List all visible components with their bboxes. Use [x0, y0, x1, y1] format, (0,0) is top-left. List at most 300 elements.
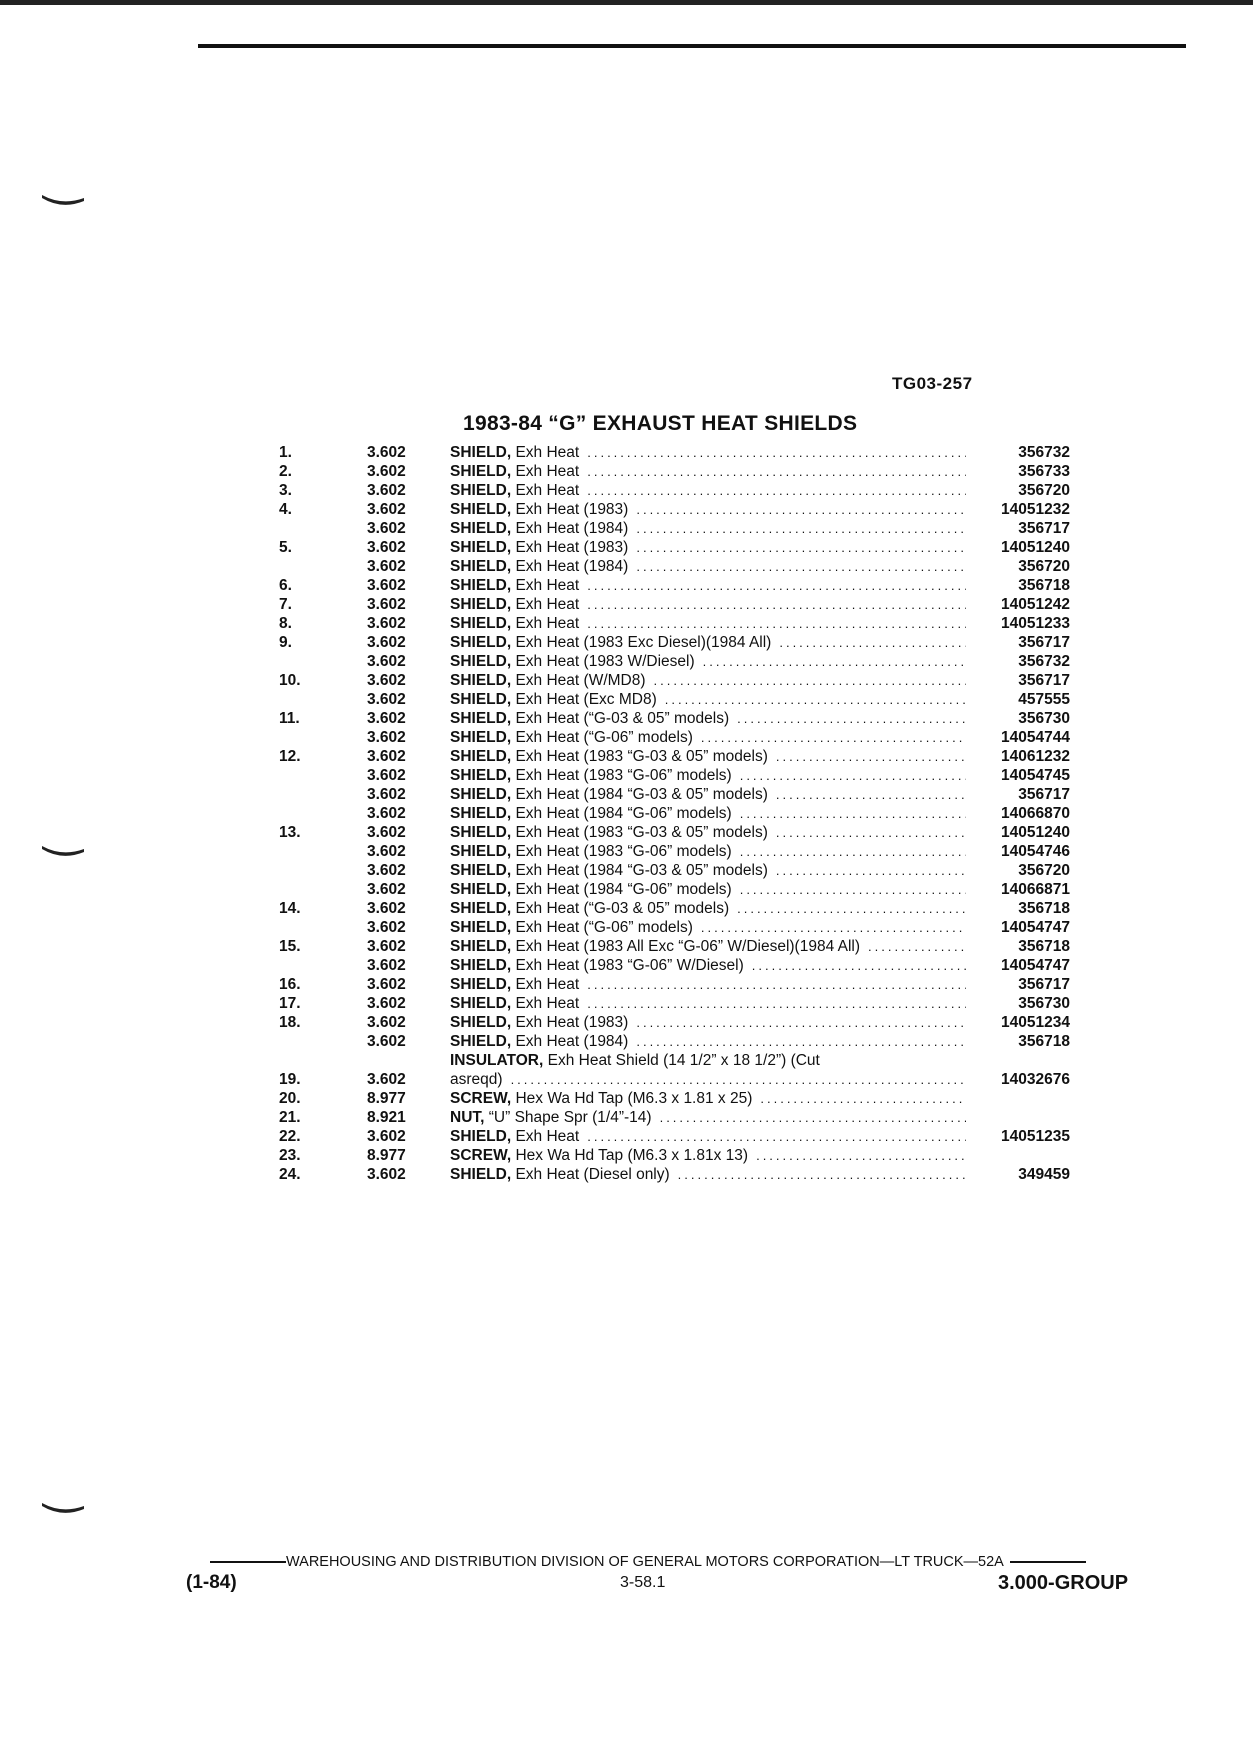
- description-text: [450, 443, 579, 462]
- group-number: 3.602: [367, 444, 406, 461]
- part-keyword: SHIELD,: [450, 558, 512, 575]
- part-keyword: SHIELD,: [450, 710, 512, 727]
- part-keyword: SHIELD,: [450, 729, 512, 746]
- figure-reference: TG03-257: [892, 374, 973, 393]
- dot-leader: [636, 500, 966, 519]
- description-text: [450, 671, 646, 690]
- group-number: 3.602: [367, 615, 406, 632]
- part-description: Exh Heat: [515, 482, 580, 499]
- description: [450, 937, 970, 956]
- description: [450, 595, 970, 614]
- description-text: [450, 1032, 628, 1051]
- dot-leader: [776, 823, 966, 842]
- dot-leader: [587, 443, 966, 462]
- dot-leader: [740, 842, 966, 861]
- dot-leader: [660, 1108, 966, 1127]
- part-number: 14051240: [1001, 824, 1070, 841]
- part-number: 356718: [1018, 900, 1070, 917]
- parts-row: [270, 576, 1070, 595]
- parts-row: [270, 994, 1070, 1013]
- part-keyword: SHIELD,: [450, 444, 512, 461]
- part-description: Exh Heat (1983 “G-03 & 05” models): [515, 748, 768, 765]
- dot-leader: [740, 766, 966, 785]
- part-number: 14066870: [1001, 805, 1070, 822]
- part-keyword: SHIELD,: [450, 615, 512, 632]
- dot-leader: [587, 975, 966, 994]
- description-text: [450, 994, 579, 1013]
- dot-leader: [737, 899, 966, 918]
- parts-row: [270, 766, 1070, 785]
- dot-leader: [752, 956, 966, 975]
- item-number: 21.: [279, 1109, 301, 1126]
- description-text: [450, 557, 628, 576]
- part-number: 14061232: [1001, 748, 1070, 765]
- item-number: 8.: [279, 615, 292, 632]
- part-keyword: SHIELD,: [450, 1166, 512, 1183]
- part-keyword: SHIELD,: [450, 805, 512, 822]
- description-text: [450, 918, 693, 937]
- part-keyword: INSULATOR,: [450, 1052, 544, 1069]
- part-keyword: SCREW,: [450, 1147, 512, 1164]
- part-description: Exh Heat (1983 “G-06” W/Diesel): [515, 957, 744, 974]
- group-number: 3.602: [367, 995, 406, 1012]
- dot-leader: [665, 690, 966, 709]
- dot-leader: [587, 576, 966, 595]
- description-text: [450, 1108, 652, 1127]
- dot-leader: [636, 538, 966, 557]
- part-keyword: SHIELD,: [450, 843, 512, 860]
- part-keyword: SHIELD,: [450, 786, 512, 803]
- dot-leader: [776, 785, 966, 804]
- part-keyword: SHIELD,: [450, 881, 512, 898]
- part-keyword: SHIELD,: [450, 748, 512, 765]
- part-description: Exh Heat: [515, 444, 580, 461]
- group-number: 3.602: [367, 558, 406, 575]
- part-description: Exh Heat (1984 “G-03 & 05” models): [515, 786, 768, 803]
- footer-page-number: 3-58.1: [620, 1574, 666, 1591]
- part-number: 14051234: [1001, 1014, 1070, 1031]
- description-text: [450, 538, 628, 557]
- parts-row: [270, 728, 1070, 747]
- footer-division-line: [210, 1554, 1160, 1570]
- part-description: Exh Heat (1983): [515, 1014, 629, 1031]
- dot-leader: [636, 1032, 966, 1051]
- item-number: 16.: [279, 976, 301, 993]
- part-number: 356717: [1018, 976, 1070, 993]
- part-number: 356720: [1018, 482, 1070, 499]
- description-text: [450, 614, 579, 633]
- page-top-edge: [0, 0, 1253, 5]
- item-number: 19.: [279, 1071, 301, 1088]
- part-description: Exh Heat (1983): [515, 539, 629, 556]
- part-description: Exh Heat (1983): [515, 501, 629, 518]
- part-number: 457555: [1018, 691, 1070, 708]
- description: [450, 804, 970, 823]
- part-description: Exh Heat (“G-03 & 05” models): [515, 900, 730, 917]
- dot-leader: [760, 1089, 966, 1108]
- page-title: 1983-84 “G” EXHAUST HEAT SHIELDS: [463, 412, 858, 435]
- part-description: “U” Shape Spr (1/4”-14): [488, 1109, 652, 1126]
- part-number: 356718: [1018, 938, 1070, 955]
- item-number: 7.: [279, 596, 292, 613]
- item-number: 5.: [279, 539, 292, 556]
- description: [450, 1108, 970, 1127]
- part-description: Exh Heat: [515, 577, 580, 594]
- group-number: 3.602: [367, 729, 406, 746]
- description-text: [450, 880, 732, 899]
- parts-row: [270, 804, 1070, 823]
- part-keyword: SHIELD,: [450, 957, 512, 974]
- dot-leader: [740, 880, 966, 899]
- item-number: 6.: [279, 577, 292, 594]
- description: [450, 690, 970, 709]
- parts-row: [270, 1032, 1070, 1051]
- parts-row: [270, 918, 1070, 937]
- dot-leader: [678, 1165, 966, 1184]
- dot-leader: [511, 1070, 966, 1089]
- group-number: 8.921: [367, 1109, 406, 1126]
- part-keyword: SHIELD,: [450, 919, 512, 936]
- part-number: 356717: [1018, 520, 1070, 537]
- part-number: 14054747: [1001, 957, 1070, 974]
- part-number: 356732: [1018, 653, 1070, 670]
- group-number: 8.977: [367, 1147, 406, 1164]
- part-description: Exh Heat (1983 All Exc “G-06” W/Diesel)(1984 All): [515, 938, 861, 955]
- dot-leader: [587, 994, 966, 1013]
- part-number: 14054744: [1001, 729, 1070, 746]
- parts-row: [270, 1089, 1070, 1108]
- parts-row: [270, 481, 1070, 500]
- part-keyword: SHIELD,: [450, 653, 512, 670]
- item-number: 15.: [279, 938, 301, 955]
- description: [450, 1089, 970, 1108]
- parts-row: [270, 747, 1070, 766]
- part-number: 356732: [1018, 444, 1070, 461]
- group-number: 3.602: [367, 1033, 406, 1050]
- part-keyword: SHIELD,: [450, 1033, 512, 1050]
- part-keyword: SHIELD,: [450, 767, 512, 784]
- part-keyword: SHIELD,: [450, 862, 512, 879]
- footer-dash-left: [210, 1561, 286, 1563]
- item-number: 11.: [279, 710, 300, 727]
- group-number: 3.602: [367, 1014, 406, 1031]
- parts-row: [270, 1108, 1070, 1127]
- part-keyword: SHIELD,: [450, 938, 512, 955]
- part-number: 356733: [1018, 463, 1070, 480]
- group-number: 3.602: [367, 805, 406, 822]
- description: [450, 1127, 970, 1146]
- parts-row: [270, 557, 1070, 576]
- part-keyword: SHIELD,: [450, 539, 512, 556]
- group-number: 3.602: [367, 786, 406, 803]
- part-description: Exh Heat (Diesel only): [515, 1166, 670, 1183]
- part-number: 356717: [1018, 634, 1070, 651]
- description: [450, 1051, 970, 1089]
- description: [450, 557, 970, 576]
- part-number: 356720: [1018, 862, 1070, 879]
- part-description: Exh Heat (1984): [515, 1033, 629, 1050]
- item-number: 1.: [279, 444, 292, 461]
- part-keyword: SHIELD,: [450, 691, 512, 708]
- part-description: Exh Heat (Exc MD8): [515, 691, 657, 708]
- description-text: [450, 709, 729, 728]
- parts-list: [270, 443, 1070, 1184]
- group-number: 3.602: [367, 900, 406, 917]
- part-number: 349459: [1018, 1166, 1070, 1183]
- group-number: 3.602: [367, 919, 406, 936]
- part-number: 356730: [1018, 710, 1070, 727]
- part-description: Hex Wa Hd Tap (M6.3 x 1.81x 13): [515, 1147, 749, 1164]
- description-text: [450, 500, 628, 519]
- part-description: Exh Heat (1984): [515, 520, 629, 537]
- parts-row: [270, 937, 1070, 956]
- dot-leader: [636, 519, 966, 538]
- parts-row: [270, 861, 1070, 880]
- part-description: Exh Heat (“G-03 & 05” models): [515, 710, 730, 727]
- part-keyword: SCREW,: [450, 1090, 512, 1107]
- parts-row: [270, 899, 1070, 918]
- description: [450, 462, 970, 481]
- part-description: Exh Heat (“G-06” models): [515, 729, 693, 746]
- description-text: [450, 1013, 628, 1032]
- parts-row: [270, 443, 1070, 462]
- part-number: 14051232: [1001, 501, 1070, 518]
- group-number: 3.602: [367, 881, 406, 898]
- description-text: [450, 481, 579, 500]
- binder-hole-mark-top: [40, 192, 86, 208]
- description: [450, 443, 970, 462]
- parts-row: [270, 956, 1070, 975]
- part-description: Exh Heat (1983 “G-06” models): [515, 843, 732, 860]
- description: [450, 918, 970, 937]
- group-number: 3.602: [367, 767, 406, 784]
- description: [450, 861, 970, 880]
- description-text: [450, 1165, 670, 1184]
- part-keyword: SHIELD,: [450, 1014, 512, 1031]
- part-keyword: SHIELD,: [450, 463, 512, 480]
- parts-row: [270, 1127, 1070, 1146]
- part-number: 356720: [1018, 558, 1070, 575]
- description: [450, 880, 970, 899]
- parts-row: [270, 462, 1070, 481]
- dot-leader: [868, 937, 966, 956]
- description-text: [450, 899, 729, 918]
- part-description: Exh Heat: [515, 596, 580, 613]
- description-text: [450, 937, 860, 956]
- description: [450, 671, 970, 690]
- group-number: 3.602: [367, 672, 406, 689]
- part-keyword: SHIELD,: [450, 577, 512, 594]
- part-number: 14066871: [1001, 881, 1070, 898]
- description: [450, 766, 970, 785]
- group-number: 3.602: [367, 1166, 406, 1183]
- group-number: 3.602: [367, 577, 406, 594]
- description-text: [450, 462, 579, 481]
- parts-row: [270, 633, 1070, 652]
- description-text: [450, 1127, 579, 1146]
- item-number: 20.: [279, 1090, 301, 1107]
- group-number: 3.602: [367, 501, 406, 518]
- part-description: Exh Heat (1983 “G-03 & 05” models): [515, 824, 768, 841]
- description-text: [450, 804, 732, 823]
- part-number: 356717: [1018, 672, 1070, 689]
- header-rule: [198, 44, 1186, 48]
- part-keyword: SHIELD,: [450, 501, 512, 518]
- group-number: 3.602: [367, 463, 406, 480]
- parts-row: [270, 538, 1070, 557]
- footer-date: (1-84): [186, 1572, 237, 1593]
- description-text: [450, 766, 732, 785]
- part-description: Exh Heat: [515, 976, 580, 993]
- parts-row: [270, 614, 1070, 633]
- parts-row: [270, 690, 1070, 709]
- description-text: [450, 728, 693, 747]
- description-text: [450, 519, 628, 538]
- dot-leader: [779, 633, 966, 652]
- part-number: 14032676: [1001, 1071, 1070, 1088]
- parts-row: [270, 500, 1070, 519]
- part-number: 14054746: [1001, 843, 1070, 860]
- item-number: 10.: [279, 672, 301, 689]
- description-text: [450, 785, 768, 804]
- part-keyword: SHIELD,: [450, 1128, 512, 1145]
- dot-leader: [587, 462, 966, 481]
- dot-leader: [701, 728, 966, 747]
- part-description: Exh Heat: [515, 995, 580, 1012]
- part-number: 14051242: [1001, 596, 1070, 613]
- group-number: 3.602: [367, 596, 406, 613]
- footer-division: WAREHOUSING AND DISTRIBUTION DIVISION OF GENERAL MOTORS CORPORATION—LT TRUCK—52A: [286, 1554, 1004, 1570]
- description-text: [450, 975, 579, 994]
- description-text: [450, 1089, 752, 1108]
- parts-row: [270, 785, 1070, 804]
- description: [450, 956, 970, 975]
- parts-row: [270, 519, 1070, 538]
- parts-row: [270, 1013, 1070, 1032]
- part-keyword: NUT,: [450, 1109, 485, 1126]
- part-number: 356730: [1018, 995, 1070, 1012]
- footer-dash-right: [1010, 1561, 1086, 1563]
- part-description: Exh Heat: [515, 463, 580, 480]
- part-number: 356717: [1018, 786, 1070, 803]
- dot-leader: [587, 481, 966, 500]
- group-number: 3.602: [367, 1128, 406, 1145]
- item-number: 12.: [279, 748, 301, 765]
- part-keyword: SHIELD,: [450, 482, 512, 499]
- description: [450, 728, 970, 747]
- dot-leader: [737, 709, 966, 728]
- description: [450, 519, 970, 538]
- part-description: Exh Heat: [515, 1128, 580, 1145]
- parts-row: [270, 880, 1070, 899]
- binder-hole-mark-middle: [40, 843, 86, 859]
- description-text: [450, 861, 768, 880]
- group-number: 3.602: [367, 824, 406, 841]
- description: [450, 614, 970, 633]
- description: [450, 633, 970, 652]
- part-number: 14054745: [1001, 767, 1070, 784]
- group-number: 3.602: [367, 862, 406, 879]
- part-description: Exh Heat (1984 “G-06” models): [515, 805, 732, 822]
- part-description: Exh Heat (1983 Exc Diesel)(1984 All): [515, 634, 772, 651]
- part-number: 14054747: [1001, 919, 1070, 936]
- dot-leader: [636, 1013, 966, 1032]
- description: [450, 709, 970, 728]
- description: [450, 823, 970, 842]
- dot-leader: [703, 652, 966, 671]
- part-keyword: SHIELD,: [450, 520, 512, 537]
- description: [450, 538, 970, 557]
- description-text: [450, 576, 579, 595]
- dot-leader: [776, 747, 966, 766]
- item-number: 3.: [279, 482, 292, 499]
- part-keyword: SHIELD,: [450, 824, 512, 841]
- part-description: Exh Heat (“G-06” models): [515, 919, 693, 936]
- part-description: Exh Heat (1983 W/Diesel): [515, 653, 695, 670]
- group-number: 3.602: [367, 843, 406, 860]
- item-number: 24.: [279, 1166, 301, 1183]
- part-keyword: SHIELD,: [450, 672, 512, 689]
- description-text: [450, 633, 771, 652]
- description: [450, 1146, 970, 1165]
- part-keyword: SHIELD,: [450, 900, 512, 917]
- footer-group: 3.000-GROUP: [998, 1572, 1129, 1594]
- description-text: [450, 842, 732, 861]
- part-number: 356718: [1018, 1033, 1070, 1050]
- description: [450, 576, 970, 595]
- description: [450, 652, 970, 671]
- parts-row: [270, 842, 1070, 861]
- description-text: [450, 1051, 970, 1070]
- description: [450, 1165, 970, 1184]
- part-number: 14051235: [1001, 1128, 1070, 1145]
- parts-row: [270, 709, 1070, 728]
- group-number: 3.602: [367, 1071, 406, 1088]
- group-number: 3.602: [367, 482, 406, 499]
- parts-row: [270, 1146, 1070, 1165]
- item-number: 14.: [279, 900, 301, 917]
- description: [450, 975, 970, 994]
- parts-row: [270, 1165, 1070, 1184]
- part-description: Exh Heat: [515, 615, 580, 632]
- part-description: Exh Heat Shield (14 1/2” x 18 1/2”) (Cut: [547, 1052, 820, 1069]
- part-number: 14051240: [1001, 539, 1070, 556]
- item-number: 4.: [279, 501, 292, 518]
- part-keyword: SHIELD,: [450, 596, 512, 613]
- part-number: 14051233: [1001, 615, 1070, 632]
- description: [450, 1032, 970, 1051]
- group-number: 3.602: [367, 976, 406, 993]
- part-description: Exh Heat (1983 “G-06” models): [515, 767, 732, 784]
- description-text: [450, 652, 695, 671]
- description: [450, 899, 970, 918]
- description: [450, 785, 970, 804]
- parts-row: [270, 1051, 1070, 1089]
- description-text: [450, 823, 768, 842]
- description-text: [450, 690, 657, 709]
- dot-leader: [636, 557, 966, 576]
- dot-leader: [701, 918, 966, 937]
- description: [450, 481, 970, 500]
- part-keyword: SHIELD,: [450, 995, 512, 1012]
- part-description: Exh Heat (W/MD8): [515, 672, 646, 689]
- item-number: 18.: [279, 1014, 301, 1031]
- parts-row: [270, 671, 1070, 690]
- part-number: 356718: [1018, 577, 1070, 594]
- dot-leader: [587, 595, 966, 614]
- group-number: 3.602: [367, 653, 406, 670]
- dot-leader: [776, 861, 966, 880]
